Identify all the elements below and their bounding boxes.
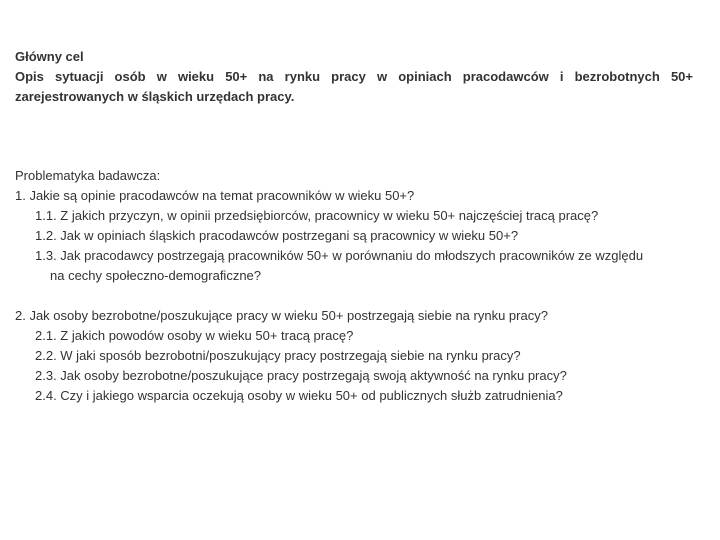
- question-2-2: 2.2. W jaki sposób bezrobotni/poszukujący pracy postrzegają siebie na rynku pracy?: [35, 348, 521, 363]
- question-2-4: 2.4. Czy i jakiego wsparcia oczekują osoby w wieku 50+ od publicznych służb zatrudnienia?: [35, 388, 563, 403]
- question-1-2: 1.2. Jak w opiniach śląskich pracodawców postrzegani są pracownicy w wieku 50+?: [35, 228, 519, 243]
- question-1: 1. Jakie są opinie pracodawców na temat pracowników w wieku 50+?: [15, 188, 415, 203]
- question-2: 2. Jak osoby bezrobotne/poszukujące pracy w wieku 50+ postrzegają siebie na rynku pracy?: [15, 308, 548, 323]
- goal-section: [15, 47, 693, 107]
- goal-text: Opis sytuacji osób w wieku 50+ na rynku pracy w opiniach pracodawców i bezrobotnych 50+ zarejestrowanych w śląskich urzędach pracy.: [15, 69, 693, 104]
- question-2-1: 2.1. Z jakich powodów osoby w wieku 50+ tracą pracę?: [35, 328, 354, 343]
- question-1-3: 1.3. Jak pracodawcy postrzegają pracowników 50+ w porównaniu do młodszych pracowników ze względu: [35, 248, 644, 263]
- goal-heading: Główny cel: [15, 49, 84, 64]
- research-problems-section: [15, 166, 705, 406]
- question-1-1: 1.1. Z jakich przyczyn, w opinii przedsiębiorców, pracownicy w wieku 50+ najczęściej tracą pracę?: [35, 208, 599, 223]
- question-2-3: 2.3. Jak osoby bezrobotne/poszukujące pracy postrzegają swoją aktywność na rynku pracy?: [35, 368, 567, 383]
- research-heading: Problematyka badawcza:: [15, 168, 161, 183]
- question-1-3-continuation: na cechy społeczno-demograficzne?: [50, 268, 262, 283]
